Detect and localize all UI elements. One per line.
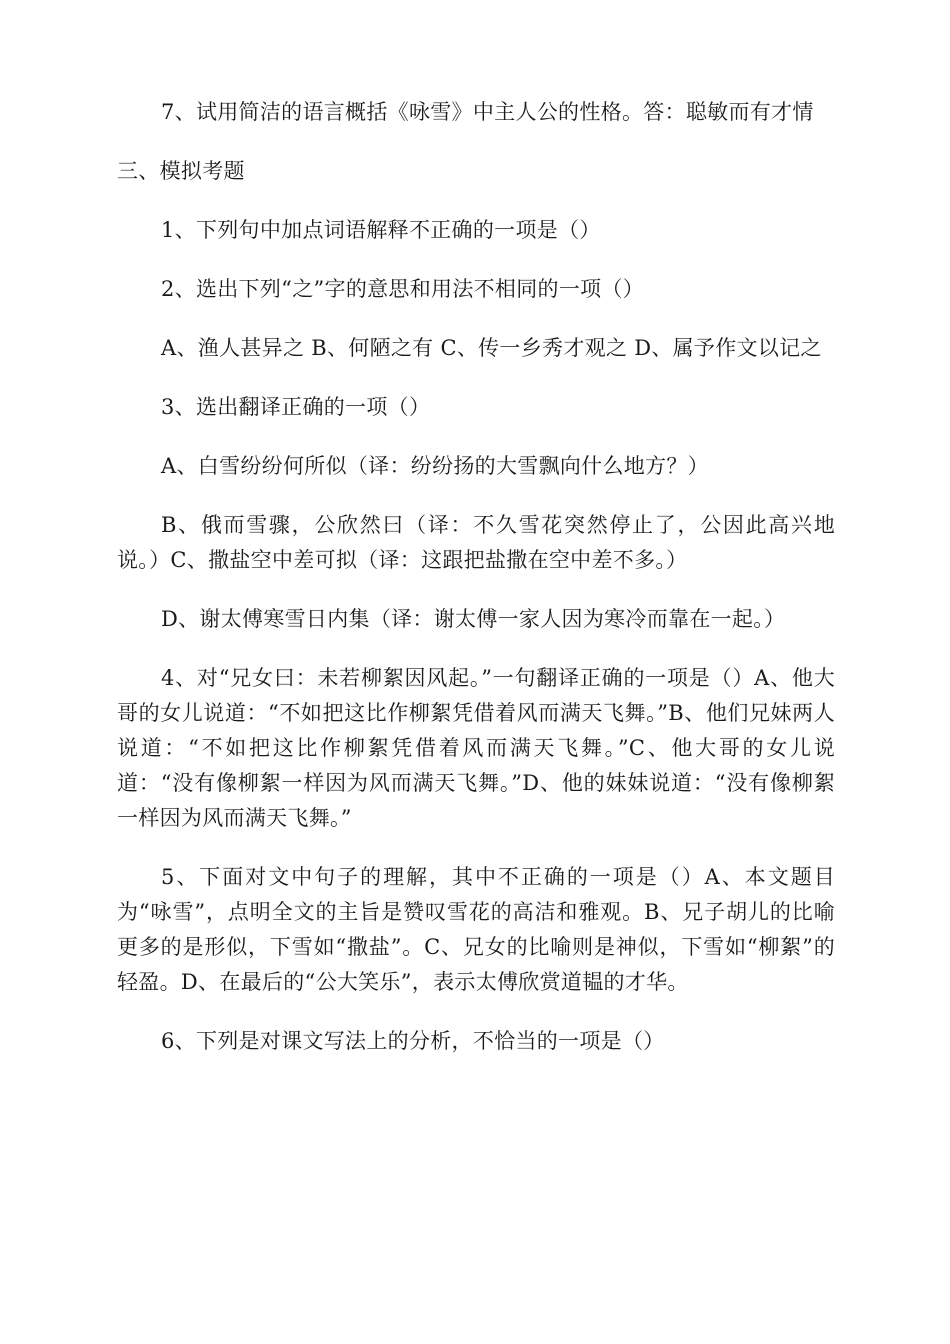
question-4: 4、对“兄女曰：未若柳絮因风起。”一句翻译正确的一项是（）A、他大哥的女儿说道：“不如把这比作柳絮凭借着风而满天飞舞。”B、他们兄妹两人说道：“不如把这比作柳絮凭借着风而满天飞舞。”C、他大哥的女儿说道：“没有像柳絮一样因为风而满天飞舞。”D、他的妹妹说道：“没有像柳絮一样因为风而满天飞舞。”	[117, 666, 835, 830]
question-2: 2、选出下列“之”字的意思和用法不相同的一项（）	[161, 277, 645, 301]
question-3-option-d: D、谢太傅寒雪日内集（译：谢太傅一家人因为寒冷而靠在一起。）	[161, 607, 786, 631]
question-5: 5、下面对文中句子的理解，其中不正确的一项是（）A、本文题目为“咏雪”，点明全文的主旨是赞叹雪花的高洁和雅观。B、兄子胡儿的比喻更多的是形似，下雪如“撒盐”。C、兄女的比喻则是神似，下雪如“柳絮”的轻盈。D、在最后的“公大笑乐”，表示太傅欣赏道韫的才华。	[117, 865, 835, 994]
section-heading: 三、模拟考题	[117, 159, 245, 183]
document-page	[117, 95, 835, 1083]
question-6: 6、下列是对课文写法上的分析，不恰当的一项是（）	[161, 1029, 665, 1053]
question-7-answer: 7、试用简洁的语言概括《咏雪》中主人公的性格。答：聪敏而有才情	[161, 100, 814, 124]
question-3-option-b-c: B、俄而雪骤，公欣然曰（译：不久雪花突然停止了，公因此高兴地说。）C、撒盐空中差可拟（译：这跟把盐撒在空中差不多。）	[117, 513, 835, 572]
question-3: 3、选出翻译正确的一项（）	[161, 395, 431, 419]
question-1: 1、下列句中加点词语解释不正确的一项是（）	[161, 218, 601, 242]
question-2-options: A、渔人甚异之 B、何陋之有 C、传一乡秀才观之 D、属予作文以记之	[161, 336, 822, 360]
question-3-option-a: A、白雪纷纷何所似（译：纷纷扬的大雪飘向什么地方？）	[161, 454, 709, 478]
